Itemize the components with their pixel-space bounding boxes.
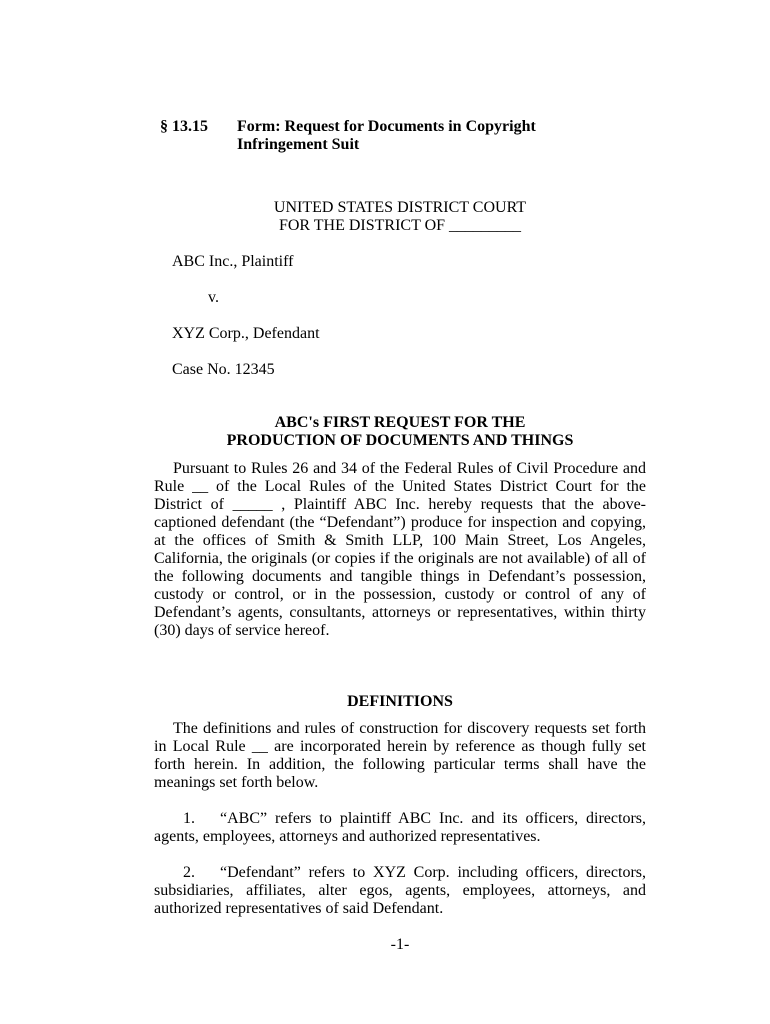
case-number: Case No. 12345 xyxy=(172,361,275,378)
plaintiff-name: ABC Inc., Plaintiff xyxy=(172,253,294,270)
document-title-line-1: ABC's FIRST REQUEST FOR THE xyxy=(274,414,526,431)
definitions-intro: The definitions and rules of construction for discovery requests set forth in Local Rule __ are incorporated herein by reference as though fully set forth herein. In addition, the following particular terms shall have the meanings set forth below. xyxy=(154,720,646,791)
document-title-line-2: PRODUCTION OF DOCUMENTS AND THINGS xyxy=(226,432,574,449)
definition-item xyxy=(154,810,646,846)
section-title: Form: Request for Documents in Copyright Infringement Suit xyxy=(237,118,536,153)
definition-number: 1. xyxy=(183,810,195,827)
page-number: -1- xyxy=(390,936,410,953)
definitions-heading: DEFINITIONS xyxy=(347,693,453,710)
court-district: FOR THE DISTRICT OF _________ xyxy=(278,217,522,234)
court-name: UNITED STATES DISTRICT COURT xyxy=(273,199,527,216)
definition-item xyxy=(154,864,646,918)
court-caption xyxy=(154,199,646,235)
definition-text: “Defendant” refers to XYZ Corp. including officers, directors, subsidiaries, affiliates, alter egos, agents, employees, attorneys, and authorized representatives of said Defendant. xyxy=(154,864,646,917)
document-title xyxy=(154,414,646,450)
section-number: § 13.15 xyxy=(160,118,208,135)
definition-text: “ABC” refers to plaintiff ABC Inc. and its officers, directors, agents, employees, attorneys and authorized representatives. xyxy=(154,810,646,845)
versus-label: v. xyxy=(208,289,219,306)
defendant-name: XYZ Corp., Defendant xyxy=(172,325,320,342)
definition-number: 2. xyxy=(183,864,195,881)
intro-paragraph: Pursuant to Rules 26 and 34 of the Federal Rules of Civil Procedure and Rule __ of the Local Rules of the United States District Court for the District of _____ , Plaintiff ABC Inc. hereby requests that the above-captioned defendant (the “Defendant”) produce for inspection and copying, at the offices of Smith & Smith LLP, 100 Main Street, Los Angeles, California, the originals (or copies if the originals are not available) of all of the following documents and tangible things in Defendant’s possession, custody or control, or in the possession, custody or control of any of Defendant’s agents, consultants, attorneys or representatives, within thirty (30) days of service hereof. xyxy=(154,460,646,639)
